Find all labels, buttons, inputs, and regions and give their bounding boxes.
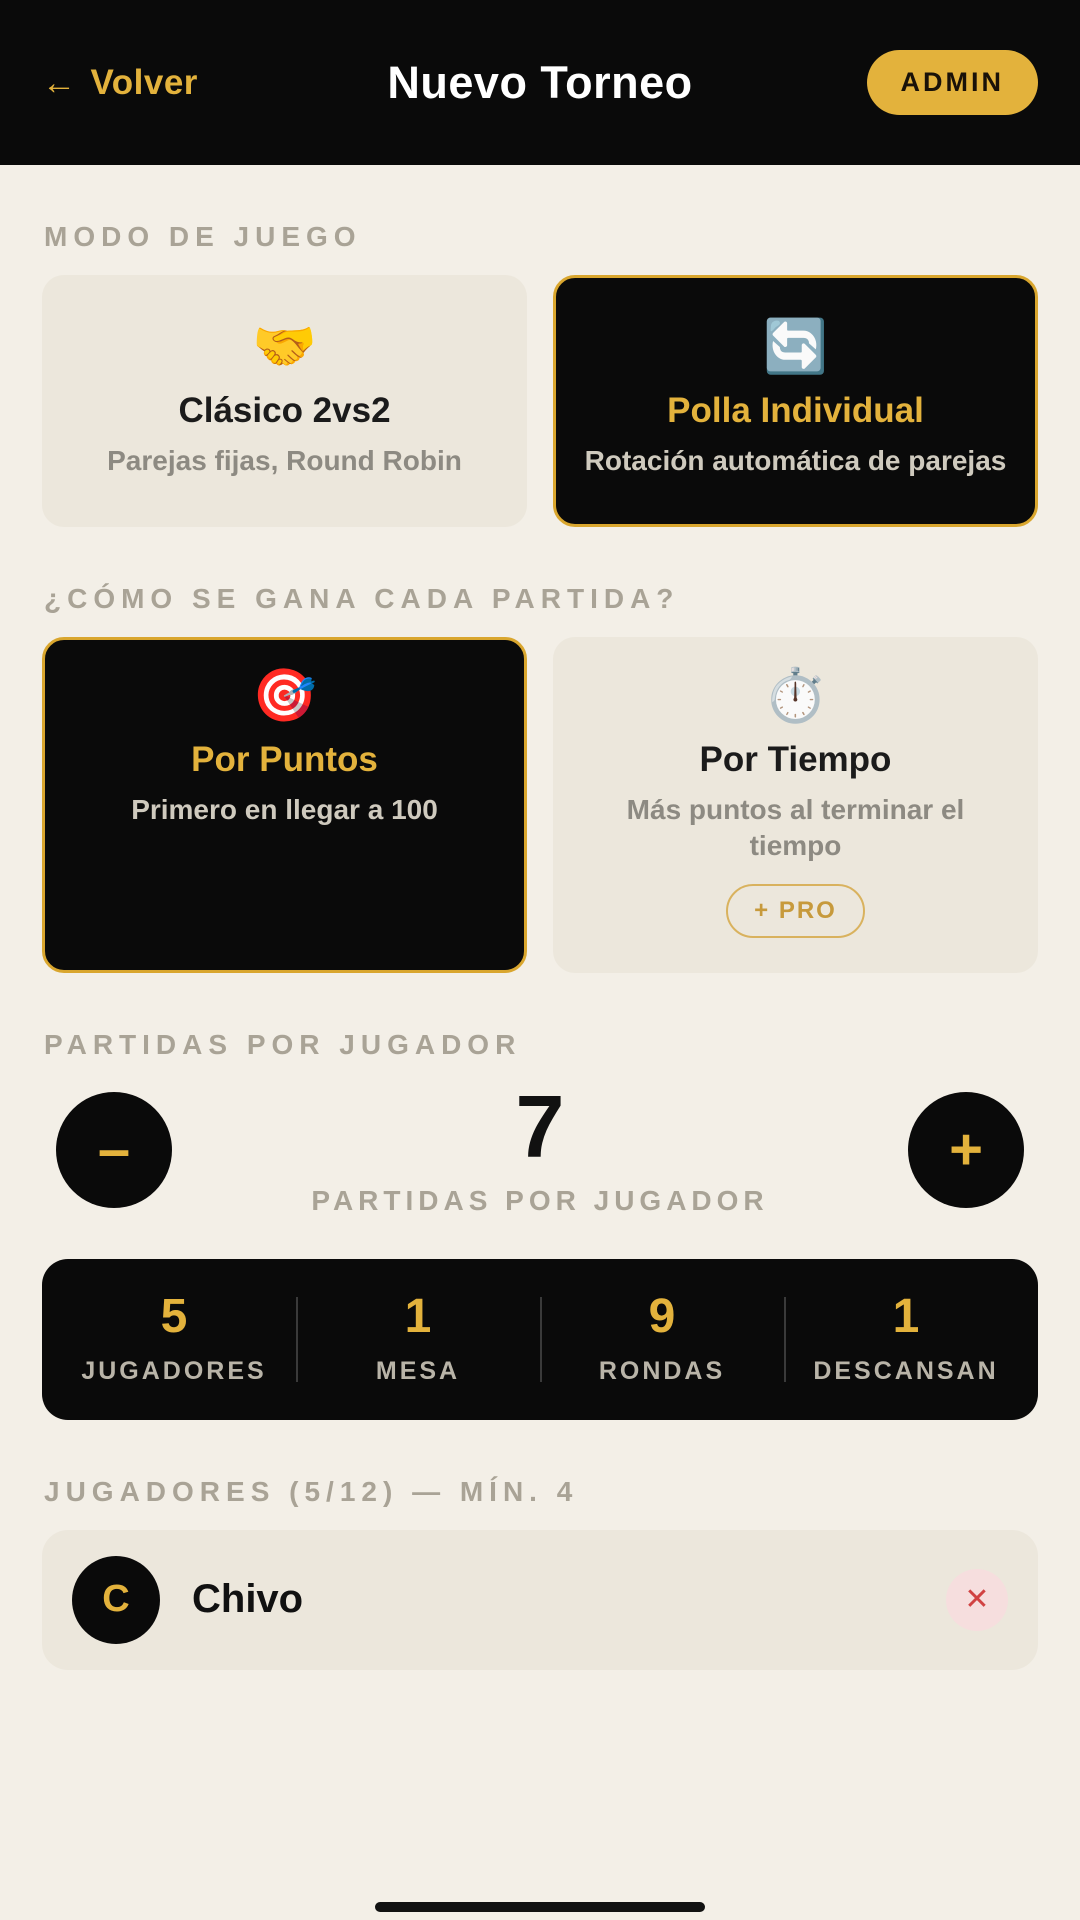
mode-card-polla[interactable] (553, 275, 1038, 527)
matches-stepper (42, 1076, 1038, 1217)
mode-card-clasico[interactable] (42, 275, 527, 527)
mode-card-subtitle: Rotación automática de parejas (584, 445, 1007, 477)
stepper-center (172, 1076, 908, 1217)
page-title: Nuevo Torneo (387, 56, 693, 108)
page-body (0, 165, 1080, 1920)
stat-rondas (540, 1289, 784, 1386)
stat-label: DESCANSAN (813, 1356, 999, 1385)
win-card-subtitle: Más puntos al terminar el tiempo (626, 794, 965, 861)
section-label-matches: PARTIDAS POR JUGADOR (44, 1028, 522, 1060)
stat-label: JUGADORES (81, 1356, 267, 1385)
home-indicator-area (0, 1894, 1080, 1920)
home-indicator (375, 1902, 705, 1912)
refresh-cycle-icon: 🔄 (763, 318, 828, 377)
handshake-icon: 🤝 (252, 318, 317, 377)
mode-card-title: Polla Individual (667, 391, 924, 431)
decrement-button[interactable]: – (56, 1092, 172, 1208)
stat-value: 5 (160, 1289, 188, 1343)
section-label-win: ¿CÓMO SE GANA CADA PARTIDA? (44, 583, 680, 614)
stat-label: MESA (375, 1356, 461, 1385)
stepper-value: 7 (515, 1076, 565, 1176)
mode-card-row (42, 275, 1038, 527)
section-label-mode: MODO DE JUEGO (44, 221, 362, 252)
stat-mesa (296, 1289, 540, 1386)
stat-label: RONDAS (598, 1356, 726, 1385)
win-card-por-tiempo[interactable] (553, 637, 1038, 973)
section-label-players: JUGADORES (5/12) — MÍN. 4 (44, 1475, 579, 1507)
win-card-row (42, 637, 1038, 973)
avatar: C (72, 1556, 160, 1644)
win-card-title: Por Puntos (191, 740, 378, 779)
mode-card-title: Clásico 2vs2 (178, 391, 391, 431)
close-icon[interactable]: ✕ (946, 1569, 1008, 1631)
stat-value: 1 (404, 1289, 432, 1343)
stat-descansan (784, 1289, 1028, 1386)
stat-value: 9 (648, 1289, 676, 1343)
increment-button[interactable]: + (908, 1092, 1024, 1208)
stepper-caption: PARTIDAS POR JUGADOR (311, 1184, 769, 1216)
pro-badge: + PRO (726, 884, 865, 938)
mode-card-subtitle: Parejas fijas, Round Robin (107, 445, 462, 477)
admin-badge[interactable]: ADMIN (867, 50, 1039, 115)
app-header (0, 0, 1080, 165)
arrow-left-icon: ← (42, 63, 77, 102)
win-card-por-puntos[interactable] (42, 637, 527, 973)
stopwatch-icon: ⏱️ (763, 667, 828, 725)
back-button[interactable] (42, 63, 198, 103)
target-dart-icon: 🎯 (252, 667, 317, 725)
player-name: Chivo (192, 1577, 304, 1622)
stat-jugadores (52, 1289, 296, 1386)
summary-stats-bar (42, 1259, 1038, 1420)
win-card-title: Por Tiempo (699, 740, 892, 779)
list-item[interactable] (42, 1530, 1038, 1670)
stat-value: 1 (892, 1289, 920, 1343)
win-card-subtitle: Primero en llegar a 100 (131, 794, 438, 825)
back-button-label: Volver (90, 62, 198, 102)
